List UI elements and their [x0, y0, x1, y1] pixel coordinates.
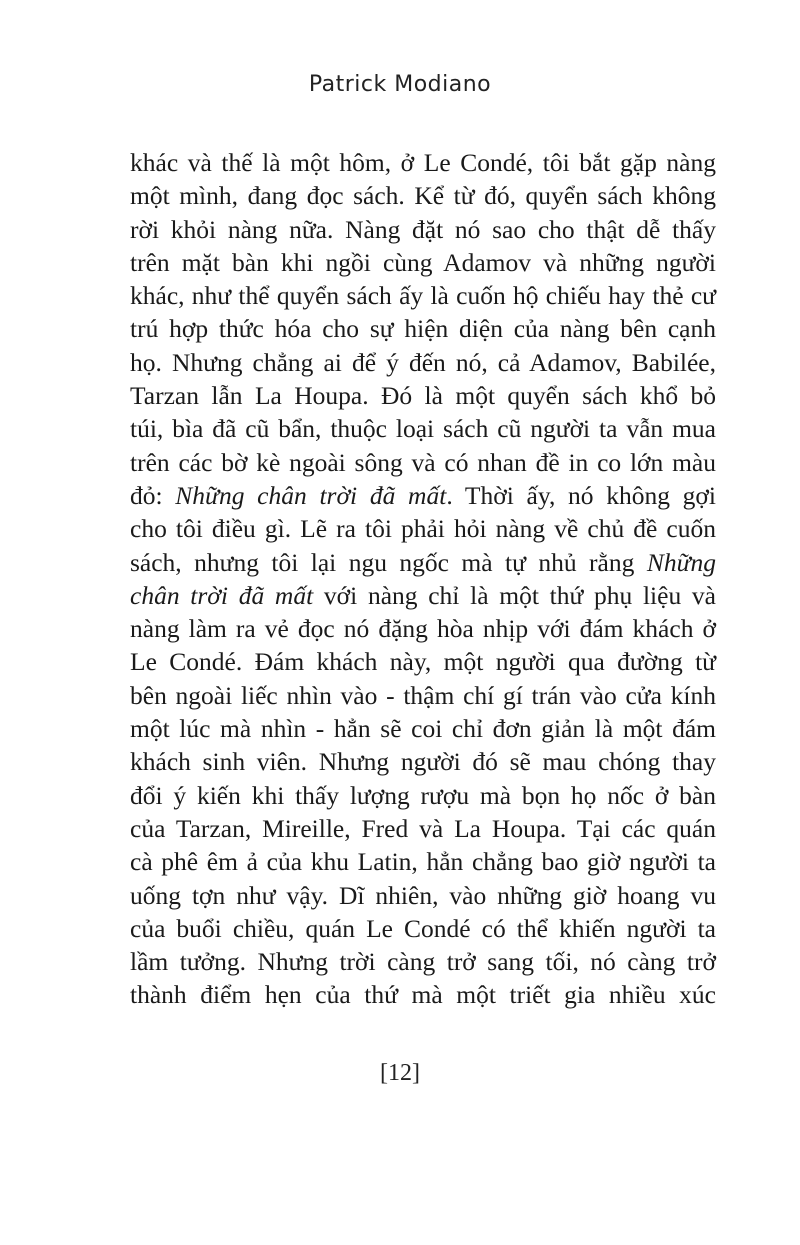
text-segment: với nàng chỉ là một thứ phụ liệu và: [313, 580, 716, 610]
text-line: [130, 512, 716, 545]
text-segment: uống tợn như vậy. Dĩ nhiên, vào những giờ hoang vu: [130, 880, 716, 910]
text-line: [130, 912, 716, 945]
text-segment: của buổi chiều, quán Le Condé có thể khiến người ta: [130, 913, 716, 943]
italic-title-text: Những: [646, 547, 716, 577]
text-line: [130, 346, 716, 379]
text-line: [130, 679, 716, 712]
text-line: [130, 213, 716, 246]
page-number: [12]: [380, 1060, 420, 1086]
text-line: [130, 179, 716, 212]
text-segment: khách sinh viên. Nhưng người đó sẽ mau chóng thay: [130, 747, 716, 777]
text-segment: cà phê êm ả của khu Latin, hẳn chẳng bao giờ người ta: [130, 847, 716, 877]
text-line: [130, 812, 716, 845]
text-segment: đỏ:: [130, 480, 176, 510]
text-segment: Tarzan lẫn La Houpa. Đó là một quyển sách khổ bỏ: [130, 381, 716, 411]
text-line: [130, 379, 716, 412]
text-segment: túi, bìa đã cũ bẩn, thuộc loại sách cũ người ta vẫn mua: [130, 414, 716, 444]
text-line: [130, 645, 716, 678]
text-segment: nàng làm ra vẻ đọc nó đặng hòa nhịp với đám khách ở: [130, 614, 716, 644]
text-segment: khác, như thể quyển sách ấy là cuốn hộ chiếu hay thẻ cư: [130, 281, 716, 311]
text-segment: thành điểm hẹn của thứ mà một triết gia nhiều xúc: [130, 980, 716, 1010]
text-segment: một lúc mà nhìn - hẳn sẽ coi chỉ đơn giản là một đám: [130, 714, 716, 744]
text-segment: của Tarzan, Mireille, Fred và La Houpa. Tại các quán: [130, 813, 716, 843]
text-line: [130, 312, 716, 345]
italic-title-text: chân trời đã mất: [130, 580, 314, 610]
running-header-author: Patrick Modiano: [308, 72, 492, 97]
text-line: [130, 745, 716, 778]
text-line: [130, 845, 716, 878]
text-segment: một mình, đang đọc sách. Kể từ đó, quyển sách không: [130, 181, 716, 211]
text-line: [130, 546, 716, 579]
text-segment: cho tôi điều gì. Lẽ ra tôi phải hỏi nàng về chủ đề cuốn: [130, 514, 716, 544]
italic-title-text: Những chân trời đã mất: [175, 480, 447, 510]
text-line: [130, 945, 716, 978]
text-line: [130, 479, 716, 512]
text-line: [130, 412, 716, 445]
text-segment: khác và thế là một hôm, ở Le Condé, tôi bắt gặp nàng: [130, 148, 716, 177]
text-segment: trú hợp thức hóa cho sự hiện diện của nàng bên cạnh: [130, 314, 716, 344]
body-text: [130, 146, 716, 1012]
text-segment: họ. Nhưng chẳng ai để ý đến nó, cả Adamov, Babilée,: [130, 347, 716, 377]
text-line: [130, 712, 716, 745]
text-line: [130, 879, 716, 912]
text-line: [130, 579, 716, 612]
text-line: [130, 146, 716, 179]
text-segment: rời khỏi nàng nữa. Nàng đặt nó sao cho thật dễ thấy: [130, 214, 716, 244]
text-line: [130, 978, 716, 1011]
text-segment: sách, nhưng tôi lại ngu ngốc mà tự nhủ rằng: [130, 547, 647, 577]
text-line: [130, 446, 716, 479]
text-line: [130, 779, 716, 812]
text-segment: bên ngoài liếc nhìn vào - thậm chí gí trán vào cửa kính: [130, 680, 716, 710]
text-segment: đổi ý kiến khi thấy lượng rượu mà bọn họ nốc ở bàn: [130, 780, 716, 810]
text-line: [130, 246, 716, 279]
text-line: [130, 279, 716, 312]
text-segment: Le Condé. Đám khách này, một người qua đường từ: [130, 647, 716, 677]
text-segment: . Thời ấy, nó không gợi: [446, 480, 717, 510]
text-segment: trên các bờ kè ngoài sông và có nhan đề in co lớn màu: [130, 447, 716, 477]
text-segment: lầm tưởng. Nhưng trời càng trở sang tối, nó càng trở: [130, 947, 716, 977]
text-line: [130, 612, 716, 645]
text-segment: trên mặt bàn khi ngồi cùng Adamov và những người: [130, 247, 716, 277]
